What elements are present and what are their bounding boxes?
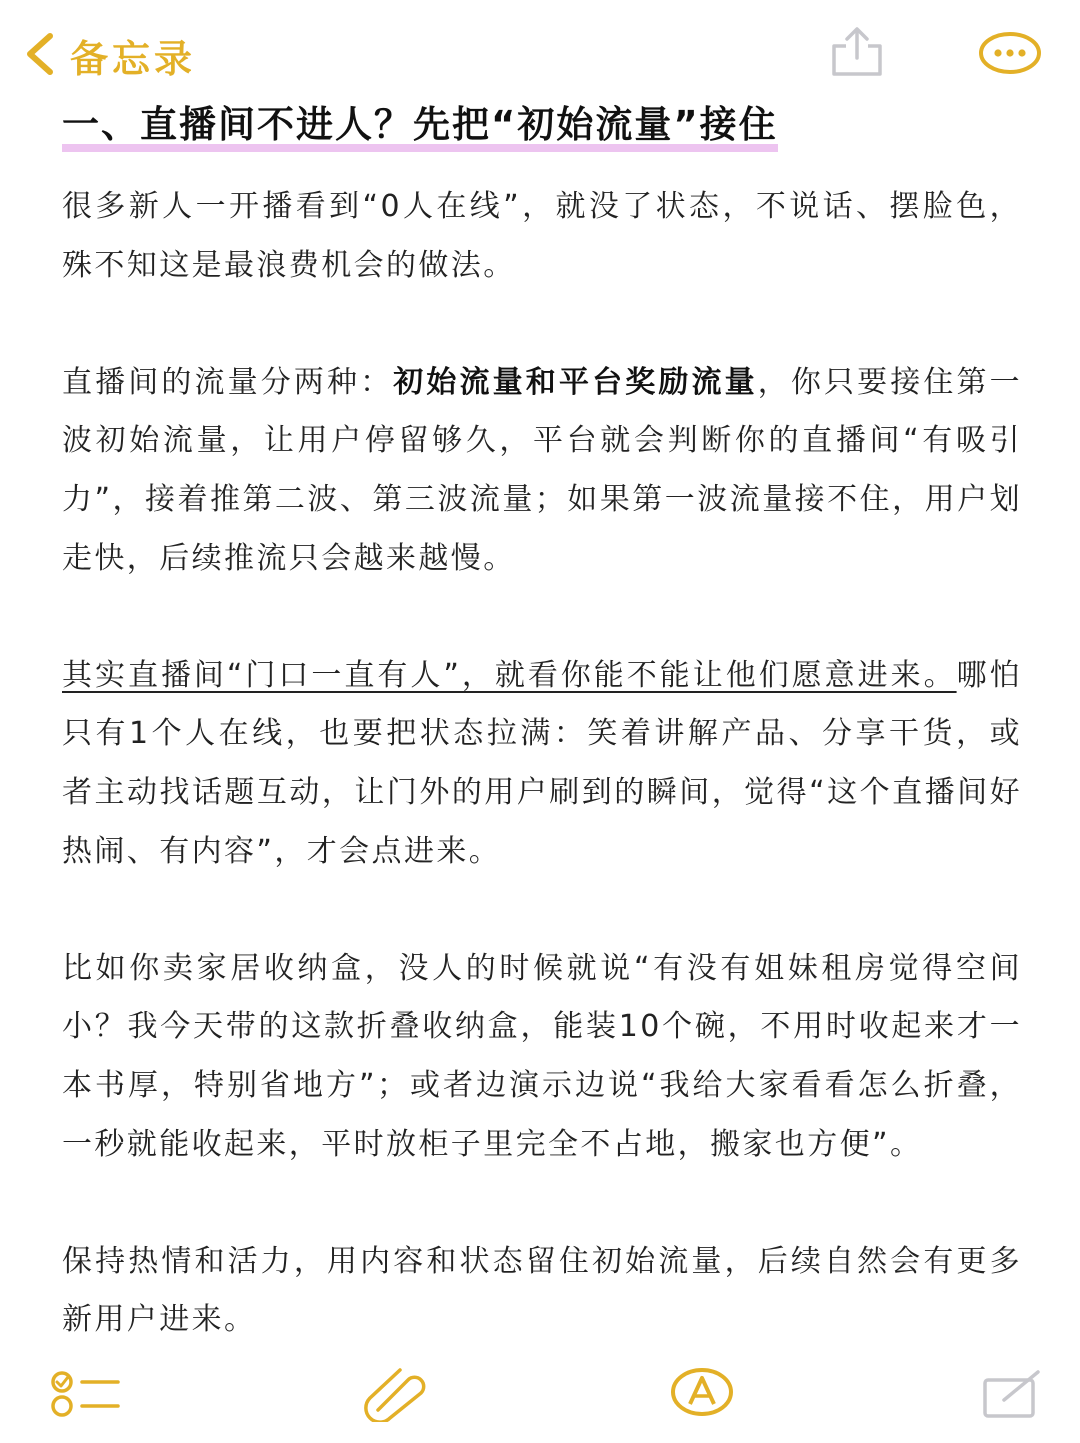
bottom-toolbar [0,1356,1080,1436]
top-navigation-bar [0,0,1080,100]
paragraph-2 [62,354,1022,588]
attachment-button[interactable] [364,1366,428,1426]
paragraph-2-rest: ，你只要接住第一波初始流量，让用户停留够久，平台就会判断你的直播间“有吸引力”，接着推第二波、第三波流量；如果第一波流量接不住，用户划走快，后续推流只会越来越慢。 [62,364,1023,576]
paragraph-4: 比如你卖家居收纳盒，没人的时候就说“有没有姐妹租房觉得空间小？我今天带的这款折叠收纳盒，能装10个碗，不用时收起来才一本书厚，特别省地方”；或者边演示边说“我给大家看看怎么折叠，一秒就能收起来，平时放柜子里完全不占地，搬家也方便”。 [62,950,1022,1162]
chevron-left-icon [22,32,56,80]
share-icon [828,63,886,82]
back-button[interactable] [22,28,196,83]
note-title-container [62,94,778,152]
paragraph-3-rest: 哪怕只有1个人在线，也要把状态拉满：笑着讲解产品、分享干货，或者主动找话题互动，让门外的用户刷到的瞬间，觉得“这个直播间好热闹、有内容”，才会点进来。 [62,657,1022,869]
paragraph-3 [62,647,1022,881]
share-button[interactable] [828,26,886,78]
more-button[interactable] [978,30,1042,76]
paragraph-5: 保持热情和活力，用内容和状态留住初始流量，后续自然会有更多新用户进来。 [62,1243,1022,1338]
compose-icon [982,1405,1044,1424]
note-title[interactable]: 一、直播间不进人？先把“初始流量”接住 [62,94,778,152]
checklist-button[interactable] [50,1370,122,1422]
markup-pen-icon [670,1403,734,1422]
paragraph-1: 很多新人一开播看到“0人在线”，就没了状态，不说话、摆脸色，殊不知这是最浪费机会的做法。 [62,189,1022,283]
checklist-icon [50,1403,122,1422]
back-label: 备忘录 [70,37,197,81]
paragraph-2-bold-text: 初始流量和平台奖励流量 [393,364,758,400]
more-icon [978,61,1042,80]
paragraph-3-underlined-text: 其实直播间“门口一直有人”，就看你能不能让他们愿意进来。 [62,657,957,693]
markup-button[interactable] [670,1366,734,1422]
paperclip-icon [364,1407,428,1426]
note-body[interactable] [62,178,1022,1350]
compose-button[interactable] [982,1368,1044,1424]
paragraph-2-intro: 直播间的流量分两种： [62,364,394,400]
